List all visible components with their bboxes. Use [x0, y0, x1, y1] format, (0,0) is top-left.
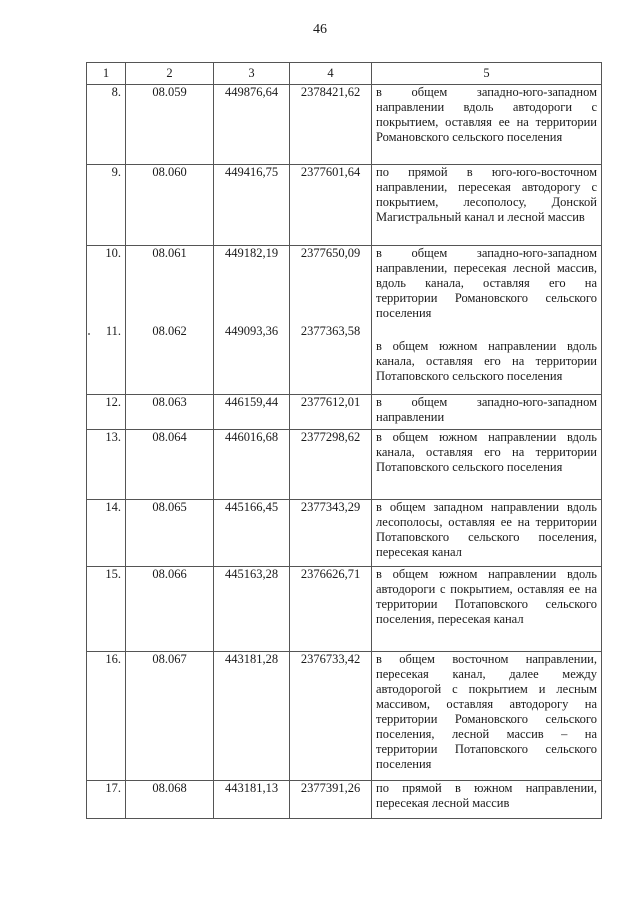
point-id: 08.068	[126, 781, 214, 819]
coord-y: 2378421,62	[290, 85, 372, 165]
boundary-description: по прямой в южном направлении, пересекая лесной массив	[372, 781, 602, 819]
row-number: 13.	[87, 430, 126, 500]
row-number: 8.	[87, 85, 126, 165]
boundary-description: в общем южном направлении вдоль автодороги с покрытием, оставляя ее на территории Потаповского сельского поселения, пересекая канал	[372, 567, 602, 652]
coord-y	[290, 246, 372, 395]
coord-x: 449416,75	[214, 165, 290, 246]
table-row	[87, 430, 602, 500]
point-id-b: 08.062	[152, 324, 187, 338]
table-row	[87, 165, 602, 246]
coord-y: 2377391,26	[290, 781, 372, 819]
column-header-4: 4	[290, 63, 372, 85]
column-header-5: 5	[372, 63, 602, 85]
row-number: 14.	[87, 500, 126, 567]
coord-y: 2377298,62	[290, 430, 372, 500]
point-id: 08.065	[126, 500, 214, 567]
table-row	[87, 781, 602, 819]
boundary-description: в общем западно-юго-западном направлении	[372, 395, 602, 430]
boundary-description	[372, 246, 602, 395]
boundary-description: в общем западном направлении вдоль лесополосы, оставляя ее на территории Потаповского сельского поселения, пересекая канал	[372, 500, 602, 567]
coord-y-b: 2377363,58	[300, 324, 361, 338]
coord-x: 443181,28	[214, 652, 290, 781]
boundary-points-table	[86, 62, 602, 819]
table-row	[87, 395, 602, 430]
coord-y: 2376626,71	[290, 567, 372, 652]
point-id	[126, 246, 214, 395]
coord-x: 446159,44	[214, 395, 290, 430]
table-row	[87, 246, 602, 395]
boundary-description: в общем южном направлении вдоль канала, оставляя его на территории Потаповского сельского поселения	[372, 430, 602, 500]
table-row	[87, 652, 602, 781]
boundary-description: в общем западно-юго-западном направлении вдоль автодороги с покрытием, оставляя ее на территории Романовского сельского поселения	[372, 85, 602, 165]
point-id: 08.066	[126, 567, 214, 652]
row-number: 12.	[87, 395, 126, 430]
boundary-description-a: в общем западно-юго-западном направлении, пересекая лесной массив, вдоль канала, оставляя его на территории Романовского сельского поселения	[376, 246, 597, 320]
point-id: 08.063	[126, 395, 214, 430]
coord-y: 2377601,64	[290, 165, 372, 246]
point-id-a: 08.061	[152, 246, 187, 260]
row-number-a: 10.	[105, 246, 121, 260]
coord-y: 2377343,29	[290, 500, 372, 567]
table-row	[87, 85, 602, 165]
coord-x-b: 449093,36	[224, 324, 279, 338]
point-id: 08.060	[126, 165, 214, 246]
coord-y: 2376733,42	[290, 652, 372, 781]
point-id: 08.067	[126, 652, 214, 781]
column-header-2: 2	[126, 63, 214, 85]
table-header-row	[87, 63, 602, 85]
coord-y-a: 2377650,09	[300, 246, 361, 260]
table-row	[87, 500, 602, 567]
column-header-1: 1	[87, 63, 126, 85]
row-number: 9.	[87, 165, 126, 246]
boundary-description: по прямой в юго-юго-восточном направлении, пересекая автодорогу с покрытием, лесополосу, Донской Магистральный канал и лесной массив	[372, 165, 602, 246]
coord-x	[214, 246, 290, 395]
page-number: 46	[313, 22, 327, 37]
coord-x-a: 449182,19	[224, 246, 279, 260]
coord-x: 443181,13	[214, 781, 290, 819]
row-number	[87, 246, 126, 395]
table-row	[87, 567, 602, 652]
coord-x: 449876,64	[214, 85, 290, 165]
coord-y: 2377612,01	[290, 395, 372, 430]
column-header-3: 3	[214, 63, 290, 85]
row-number-b: 11.	[105, 324, 121, 338]
row-number: 17.	[87, 781, 126, 819]
coord-x: 445163,28	[214, 567, 290, 652]
coord-x: 446016,68	[214, 430, 290, 500]
boundary-description: в общем восточном направлении, пересекая канал, далее между автодорогой с покрытием и лесным массивом, оставляя автодорогу на территории Романовского сельского поселения, лесной массив – на территории Потаповского сельского поселения	[372, 652, 602, 781]
point-id: 08.059	[126, 85, 214, 165]
coord-x: 445166,45	[214, 500, 290, 567]
point-id: 08.064	[126, 430, 214, 500]
row-number: 15.	[87, 567, 126, 652]
boundary-description-b: в общем южном направлении вдоль канала, оставляя его на территории Потаповского сельского поселения	[376, 339, 597, 383]
row-number: 16.	[87, 652, 126, 781]
